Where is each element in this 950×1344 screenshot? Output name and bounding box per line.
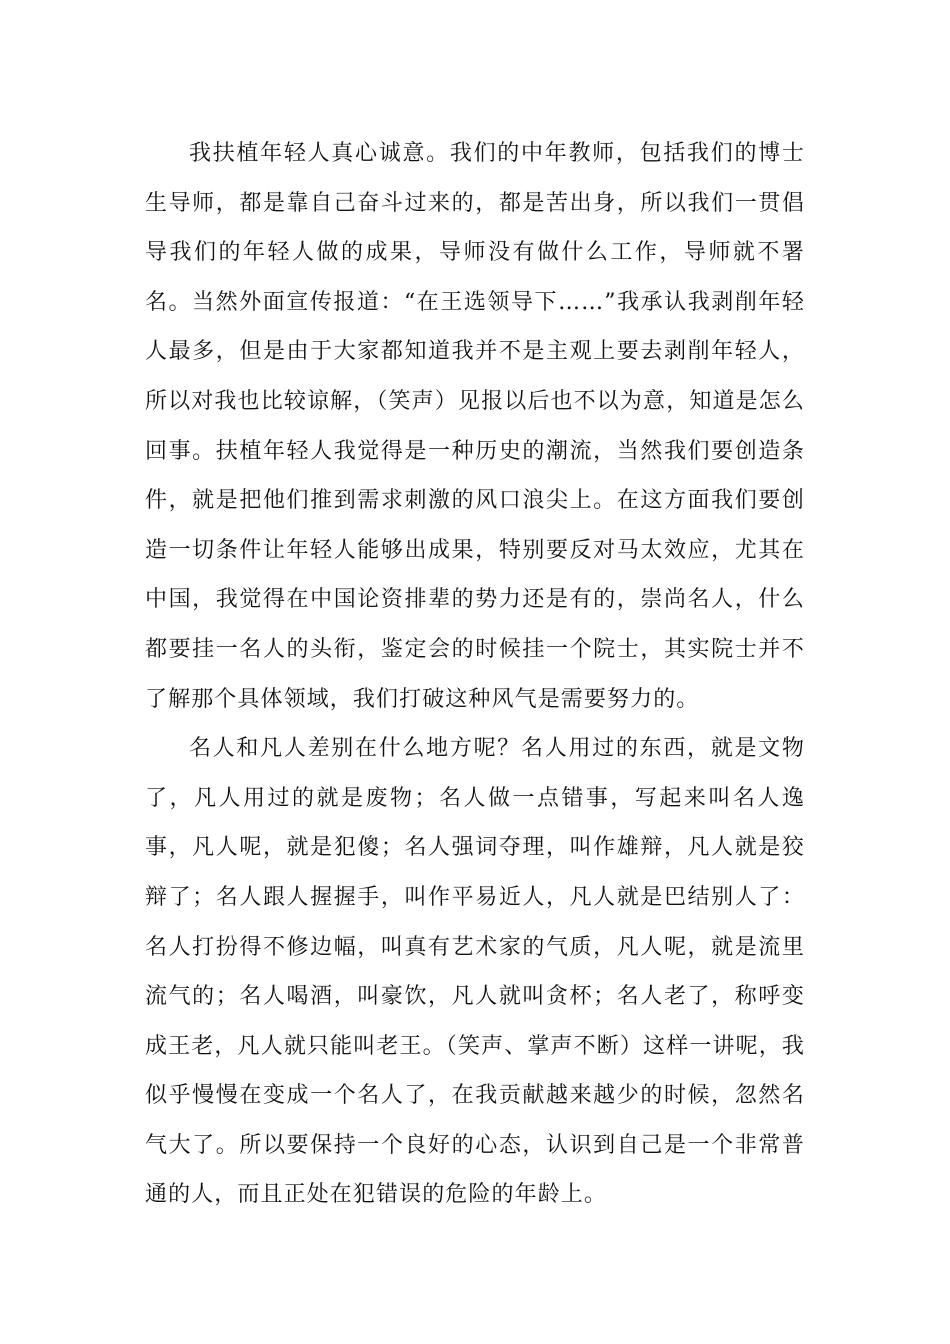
document-body [145, 129, 805, 1220]
paragraph-young-people: 我扶植年轻人真心诚意。我们的中年教师，包括我们的博士生导师，都是靠自己奋斗过来的，都是苦出身，所以我们一贯倡导我们的年轻人做的成果，导师没有做什么工作，导师就不署名。当然外面宣传报道：“在王选领导下……”我承认我剥削年轻人最多，但是由于大家都知道我并不是主观上要去剥削年轻人，所以对我也比较谅解，（笑声）见报以后也不以为意，知道是怎么回事。扶植年轻人我觉得是一种历史的潮流，当然我们要创造条件，就是把他们推到需求刺激的风口浪尖上。在这方面我们要创造一切条件让年轻人能够出成果，特别要反对马太效应，尤其在中国，我觉得在中国论资排辈的势力还是有的，崇尚名人，什么都要挂一名人的头衔，鉴定会的时候挂一个院士，其实院士并不了解那个具体领域，我们打破这种风气是需要努力的。 [145, 141, 805, 712]
paragraph-famous-vs-ordinary: 名人和凡人差别在什么地方呢？名人用过的东西，就是文物了，凡人用过的就是废物；名人做一点错事，写起来叫名人逸事，凡人呢，就是犯傻；名人强词夺理，叫作雄辩，凡人就是狡辩了；名人跟人握握手，叫作平易近人，凡人就是巴结别人了：名人打扮得不修边幅，叫真有艺术家的气质，凡人呢，就是流里流气的；名人喝酒，叫豪饮，凡人就叫贪杯；名人老了，称呼变成王老，凡人就只能叫老王。（笑声、掌声不断）这样一讲呢，我似乎慢慢在变成一个名人了，在我贡献越来越少的时候，忽然名气大了。所以要保持一个良好的心态，认识到自己是一个非常普通的人，而且正处在犯错误的危险的年龄上。 [145, 736, 805, 1208]
